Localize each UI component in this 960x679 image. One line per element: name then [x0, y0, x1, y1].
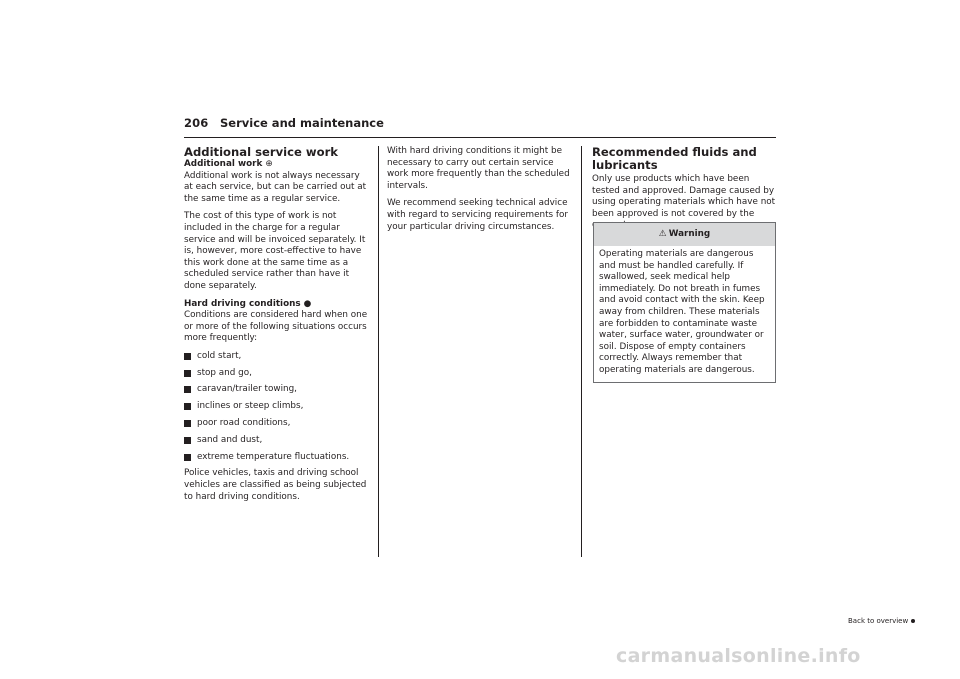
paragraph: Police vehicles, taxis and driving school vehicles are classified as being subjected to hard driving conditions. — [184, 468, 367, 502]
paragraph: With hard driving conditions it might be necessary to carry out certain service work more frequently than the scheduled intervals. — [387, 146, 570, 191]
page-number: 206 — [184, 116, 209, 130]
list-item — [184, 435, 370, 447]
heading-recommended-fluids: Recommended fluids and lubricants — [592, 145, 757, 172]
list-item-text: stop and go, — [197, 367, 252, 378]
column-1 — [184, 146, 370, 509]
paragraph: Only use products which have been tested and approved. Damage caused by using operating materials which have not been approved is not covered by the — [592, 174, 776, 219]
list-item — [184, 351, 370, 363]
page-header — [184, 116, 776, 140]
back-to-overview-link[interactable] — [848, 617, 915, 625]
filled-circle-icon: ● — [303, 298, 312, 309]
subheading-label: Additional work — [184, 159, 263, 169]
heading-additional-service-work: Additional service work — [184, 145, 339, 159]
list-item — [184, 452, 370, 464]
list-item — [184, 384, 370, 396]
paragraph: The cost of this type of work is not included in the charge for a regular service and will be invoiced separately. It is, however, more cost-effective to have this work done at the same time as a scheduled service rather than have it done separately. — [184, 211, 366, 291]
paragraph: Additional work is not always necessary at each service, but can be carried out at the same time as a regular service. — [184, 170, 367, 204]
warning-text: Operating materials are dangerous and must be handled carefully. If swallowed, seek medical help immediately. Do not breath in fumes and avoid contact with the skin. Keep away from children. These materials are forbidden to contaminate waste water, surface water, groundwater or soil. Dispose of empty containers correctly. Always remember that operating materials are dangerous. — [599, 249, 765, 375]
warning-title: Warning — [668, 229, 711, 239]
subheading-additional-work — [184, 159, 370, 171]
paragraph: Conditions are considered hard when one or more of the following situations occurs more frequently: — [184, 310, 368, 344]
square-bullet-icon — [184, 454, 191, 461]
back-link-label[interactable]: Back to overview — [848, 617, 909, 625]
list-item-text: caravan/trailer towing, — [197, 384, 297, 395]
list-item — [184, 368, 370, 380]
header-rule — [184, 137, 776, 138]
square-bullet-icon — [184, 386, 191, 393]
square-bullet-icon — [184, 370, 191, 377]
square-bullet-icon — [184, 353, 191, 360]
list-item-text: inclines or steep climbs, — [197, 401, 304, 412]
warning-triangle-icon: ⚠ — [658, 229, 667, 239]
square-bullet-icon — [184, 420, 191, 427]
watermark: carmanualsonline.info — [616, 645, 861, 667]
list-item-text: poor road conditions, — [197, 418, 291, 429]
list-item-text: cold start, — [197, 350, 242, 361]
list-item-text: extreme temperature fluctuations. — [197, 451, 350, 462]
column-divider-1 — [378, 146, 379, 557]
column-2 — [387, 146, 575, 239]
conditions-list — [184, 351, 370, 463]
square-bullet-icon — [184, 403, 191, 410]
list-item-text: sand and dust, — [197, 434, 263, 445]
warning-box — [593, 222, 776, 383]
section-title: Service and maintenance — [220, 116, 384, 130]
list-item — [184, 401, 370, 413]
paragraph: We recommend seeking technical advice with regard to servicing requirements for your particular driving circumstances. — [387, 198, 568, 232]
square-bullet-icon — [184, 437, 191, 444]
dot-icon — [911, 619, 915, 623]
list-item — [184, 418, 370, 430]
subheading-hard-driving-conditions — [184, 299, 370, 311]
plus-circle-icon: ⊕ — [265, 159, 273, 169]
column-divider-2 — [581, 146, 582, 557]
subheading-label: Hard driving conditions — [184, 298, 301, 309]
warning-header — [594, 223, 775, 246]
